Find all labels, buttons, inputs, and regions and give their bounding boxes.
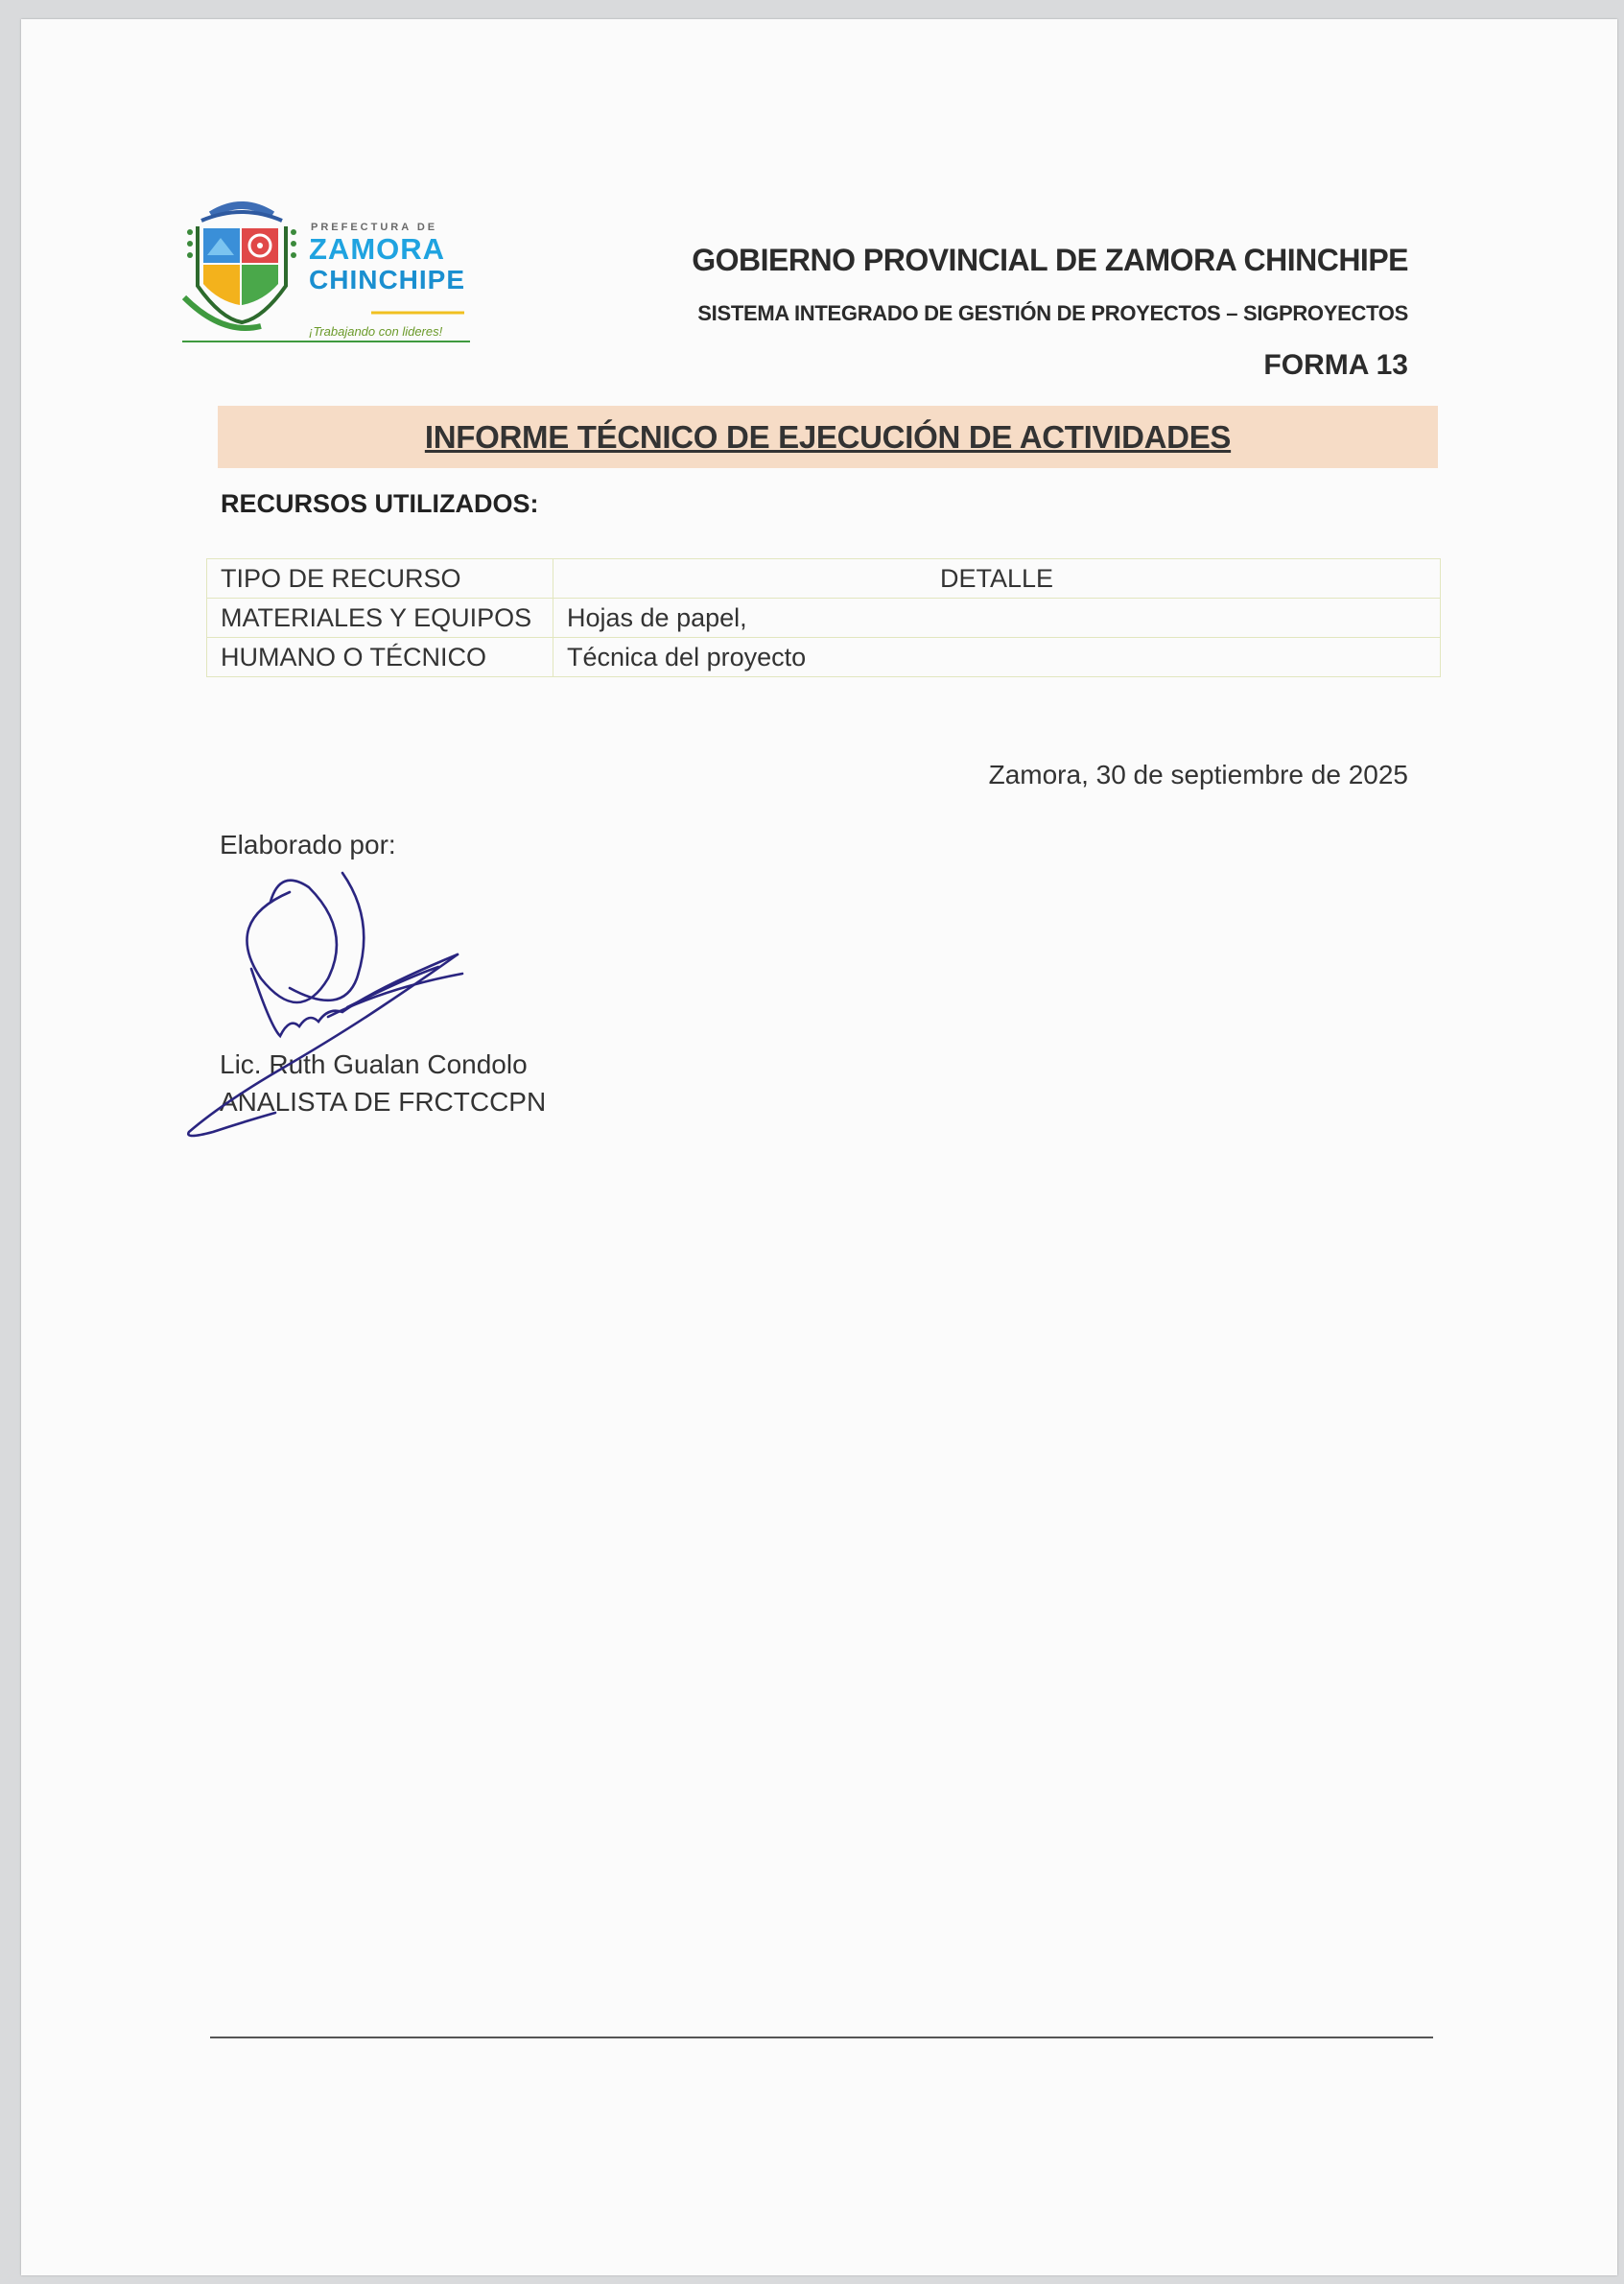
institution-title: GOBIERNO PROVINCIAL DE ZAMORA CHINCHIPE [692,243,1408,277]
header-cell: TIPO DE RECURSO [207,559,553,599]
report-title: INFORME TÉCNICO DE EJECUCIÓN DE ACTIVIDADES [424,418,1232,455]
table-header-row [207,559,1441,599]
handwritten-signature [184,835,491,1142]
table-row [207,638,1441,677]
date-line: Zamora, 30 de septiembre de 2025 [988,760,1408,789]
resources-table [206,558,1441,677]
document-page [21,19,1617,2275]
prepared-by-label: Elaborado por: [220,830,396,859]
signer-name: Lic. Ruth Gualan Condolo [220,1049,528,1079]
header-cell: DETALLE [553,559,1441,599]
form-number: FORMA 13 [1263,349,1408,381]
report-title-banner [218,406,1438,468]
signer-role: ANALISTA DE FRCTCCPN [220,1087,547,1117]
logo-name-line1: ZAMORA [309,232,446,266]
system-subtitle: SISTEMA INTEGRADO DE GESTIÓN DE PROYECTOS – SIGPROYECTOS [697,301,1408,325]
table-cell: Técnica del proyecto [553,638,1441,677]
table-row [207,599,1441,638]
logo-tagline: ¡Trabajando con lideres! [309,324,443,339]
footer-divider [210,2037,1433,2038]
logo-subtitle: PREFECTURA DE [311,222,438,233]
logo-name-line2: CHINCHIPE [309,265,466,294]
table-cell: MATERIALES Y EQUIPOS [207,599,553,638]
table-cell: HUMANO O TÉCNICO [207,638,553,677]
table-cell: Hojas de papel, [553,599,1441,638]
section-title: RECURSOS UTILIZADOS: [221,489,539,518]
